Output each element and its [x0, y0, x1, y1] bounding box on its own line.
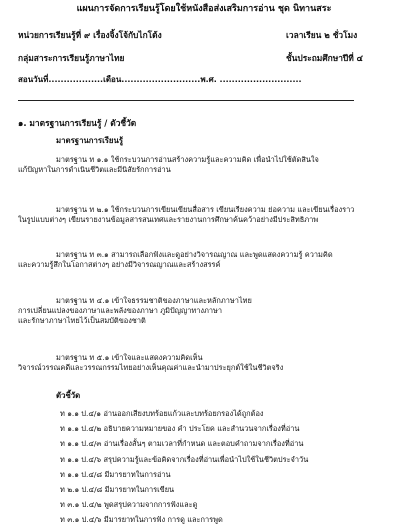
grade-line: ชั้นประถมศึกษาปีที่ ๔	[286, 53, 364, 63]
standard-4-rest-1: การเปลี่ยนแปลงของภาษาและพลังของภาษา ภูมิปัญญาทางภาษา	[18, 305, 223, 315]
indicator-item: ท ๓.๑ ป.๔/๒ พูดสรุปความจากการฟังและดู	[60, 500, 198, 510]
standard-1-rest: แก้ปัญหาในการดำเนินชีวิตและมีนิสัยรักการอ่าน	[18, 164, 171, 174]
standard-3-rest: และความรู้สึกในโอกาสต่างๆ อย่างมีวิจารณญาณและสร้างสรรค์	[18, 259, 221, 269]
date-line: สอนวันที่..................เดือน..........................พ.ศ. ...........................	[18, 75, 302, 84]
standard-2-rest: ในรูปแบบต่างๆ เขียนรายงานข้อมูลสารสนเทศและรายงานการศึกษาค้นคว้าอย่างมีประสิทธิภาพ	[18, 214, 319, 224]
indicator-item: ท ๒.๑ ป.๔/๘ มีมารยาทในการเขียน	[60, 484, 175, 494]
standard-2-first: มาตรฐาน ท ๒.๑ ใช้กระบวนการเขียนเขียนสื่อสาร เขียนเรียงความ ย่อความ และเขียนเรื่องราว	[56, 205, 355, 214]
standard-3	[18, 250, 390, 270]
standard-5-first: มาตรฐาน ท ๕.๑ เข้าใจและแสดงความคิดเห็น	[56, 353, 203, 362]
standard-1	[18, 155, 390, 175]
standard-2	[18, 205, 390, 225]
standard-5	[18, 353, 390, 373]
indicator-item: ท ๑.๑ ป.๔/๑ อ่านออกเสียงบทร้อยแก้วและบทร้อยกรองได้ถูกต้อง	[60, 409, 264, 418]
standard-1-first: มาตรฐาน ท ๑.๑ ใช้กระบวนการอ่านสร้างความรู้และความคิด เพื่อนำไปใช้ตัดสินใจ	[56, 155, 319, 164]
standard-5-rest: วิจารณ์วรรณคดีและวรรณกรรมไทยอย่างเห็นคุณค่าและนำมาประยุกต์ใช้ในชีวิตจริง	[18, 362, 284, 372]
standard-4-rest-2: และรักษาภาษาไทยไว้เป็นสมบัติของชาติ	[18, 315, 146, 325]
indicator-item: ท ๑.๑ ป.๔/๓ อ่านเรื่องสั้นๆ ตามเวลาที่กำหนด และตอบคำถามจากเรื่องที่อ่าน	[60, 439, 304, 449]
standard-4-first: มาตรฐาน ท ๔.๑ เข้าใจธรรมชาติของภาษาและหลักภาษาไทย	[56, 296, 252, 305]
indicators-list	[60, 409, 308, 531]
document-title: แผนการจัดการเรียนรู้โดยใช้หนังสือส่งเสริมการอ่าน ชุด นิทานสระ	[76, 4, 332, 14]
header-divider	[18, 100, 354, 101]
unit-line: หน่วยการเรียนรู้ที่ ๙ เรื่องจิ้งโจ้กับไกโด้ง	[18, 30, 162, 40]
section1-heading: ๑. มาตรฐานการเรียนรู้ / ตัวชี้วัด	[18, 118, 137, 128]
standard-4	[18, 296, 390, 326]
indicator-item: ท ๑.๑ ป.๔/๖ สรุปความรู้และข้อคิดจากเรื่องที่อ่านเพื่อนำไปใช้ในชีวิตประจำวัน	[60, 454, 309, 464]
standards-heading: มาตรฐานการเรียนรู้	[56, 136, 124, 145]
indicator-item: ท ๑.๑ ป.๔/๒ อธิบายความหมายของ คำ ประโยค และสำนวนจากเรื่องที่อ่าน	[60, 424, 300, 434]
indicators-heading: ตัวชี้วัด	[56, 391, 81, 400]
indicator-item: ท ๑.๑ ป.๔/๘ มีมารยาทในการอ่าน	[60, 469, 171, 479]
standard-3-first: มาตรฐาน ท ๓.๑ สามารถเลือกฟังและดูอย่างวิจารณญาณ และพูดแสดงความรู้ ความคิด	[56, 250, 333, 259]
subject-line: กลุ่มสาระการเรียนรู้ภาษาไทย	[18, 53, 125, 63]
indicator-item: ท ๓.๑ ป.๔/๖ มีมารยาทในการฟัง การดู และการพูด	[60, 515, 223, 525]
time-line: เวลาเรียน ๒ ชั่วโมง	[286, 30, 358, 40]
